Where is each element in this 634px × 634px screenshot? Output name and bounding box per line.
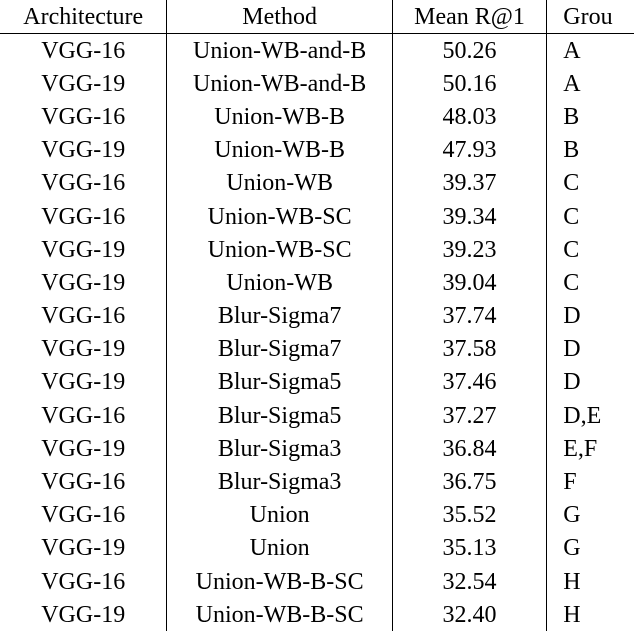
header-group: Grou (547, 0, 634, 34)
table-row (0, 100, 634, 133)
table-row (0, 300, 634, 333)
table-row (0, 432, 634, 465)
cell-method: Union-WB-B-SC (167, 565, 392, 598)
cell-mean-r1: 36.84 (392, 432, 546, 465)
header-mean-r1: Mean R@1 (392, 0, 546, 34)
cell-architecture: VGG-19 (0, 266, 167, 299)
table-row (0, 200, 634, 233)
cell-architecture: VGG-16 (0, 100, 167, 133)
cell-method: Union-WB (167, 167, 392, 200)
cell-architecture: VGG-19 (0, 432, 167, 465)
cell-architecture: VGG-16 (0, 167, 167, 200)
table-row (0, 333, 634, 366)
header-method: Method (167, 0, 392, 34)
cell-method: Union (167, 532, 392, 565)
table-row (0, 565, 634, 598)
cell-mean-r1: 47.93 (392, 134, 546, 167)
cell-mean-r1: 37.27 (392, 399, 546, 432)
cell-architecture: VGG-16 (0, 565, 167, 598)
table-row (0, 366, 634, 399)
cell-architecture: VGG-19 (0, 233, 167, 266)
cell-method: Blur-Sigma7 (167, 300, 392, 333)
table-header (0, 0, 634, 34)
cell-architecture: VGG-16 (0, 499, 167, 532)
cell-group: B (563, 103, 580, 130)
cell-method: Blur-Sigma5 (167, 366, 392, 399)
cell-group: G (563, 502, 581, 529)
cell-group: C (563, 203, 580, 230)
cell-method: Union-WB-B (167, 100, 392, 133)
table-row (0, 233, 634, 266)
cell-group: C (563, 269, 580, 296)
cell-method: Union-WB-SC (167, 200, 392, 233)
cell-group: B (563, 137, 580, 164)
table-row (0, 34, 634, 68)
table-row (0, 399, 634, 432)
cell-group: C (563, 236, 580, 263)
cell-method: Blur-Sigma5 (167, 399, 392, 432)
cell-mean-r1: 48.03 (392, 100, 546, 133)
cell-mean-r1: 50.26 (392, 34, 546, 68)
cell-mean-r1: 35.13 (392, 532, 546, 565)
cell-group: E,F (563, 435, 598, 462)
cell-architecture: VGG-19 (0, 134, 167, 167)
header-architecture: Architecture (0, 0, 167, 34)
cell-group: D (563, 336, 581, 363)
cell-method: Blur-Sigma7 (167, 333, 392, 366)
cell-method: Blur-Sigma3 (167, 432, 392, 465)
cell-mean-r1: 39.23 (392, 233, 546, 266)
cell-method: Blur-Sigma3 (167, 465, 392, 498)
header-row (0, 0, 634, 34)
cell-architecture: VGG-19 (0, 598, 167, 631)
cell-group: C (563, 170, 580, 197)
cell-method: Union-WB-and-B (167, 67, 392, 100)
cell-architecture: VGG-16 (0, 300, 167, 333)
cell-method: Union-WB-SC (167, 233, 392, 266)
cell-mean-r1: 37.74 (392, 300, 546, 333)
cell-architecture: VGG-16 (0, 399, 167, 432)
table-row (0, 167, 634, 200)
cell-mean-r1: 39.34 (392, 200, 546, 233)
cell-architecture: VGG-16 (0, 34, 167, 68)
cell-group: H (563, 601, 581, 628)
cell-mean-r1: 32.54 (392, 565, 546, 598)
cell-mean-r1: 37.46 (392, 366, 546, 399)
table-row (0, 67, 634, 100)
cell-group: G (563, 535, 581, 562)
table-row (0, 465, 634, 498)
cell-mean-r1: 36.75 (392, 465, 546, 498)
cell-group: H (563, 568, 581, 595)
cell-method: Union-WB-and-B (167, 34, 392, 68)
cell-method: Union-WB (167, 266, 392, 299)
table-row (0, 134, 634, 167)
cell-mean-r1: 35.52 (392, 499, 546, 532)
table-row (0, 266, 634, 299)
cell-group: A (563, 70, 581, 97)
cell-group: F (563, 469, 577, 496)
cell-mean-r1: 32.40 (392, 598, 546, 631)
cell-architecture: VGG-19 (0, 532, 167, 565)
cell-group: D (563, 303, 581, 330)
cell-architecture: VGG-16 (0, 200, 167, 233)
table-row (0, 499, 634, 532)
cell-group: A (563, 37, 581, 64)
table-body (0, 34, 634, 632)
cell-architecture: VGG-19 (0, 67, 167, 100)
cell-mean-r1: 37.58 (392, 333, 546, 366)
cell-architecture: VGG-19 (0, 366, 167, 399)
cell-mean-r1: 39.37 (392, 167, 546, 200)
cell-method: Union-WB-B (167, 134, 392, 167)
table-row (0, 598, 634, 631)
table-row (0, 532, 634, 565)
cell-architecture: VGG-16 (0, 465, 167, 498)
cell-method: Union-WB-B-SC (167, 598, 392, 631)
cell-group: D (563, 369, 581, 396)
cell-group: D,E (563, 402, 602, 429)
cell-mean-r1: 50.16 (392, 67, 546, 100)
cell-mean-r1: 39.04 (392, 266, 546, 299)
cell-method: Union (167, 499, 392, 532)
cell-architecture: VGG-19 (0, 333, 167, 366)
